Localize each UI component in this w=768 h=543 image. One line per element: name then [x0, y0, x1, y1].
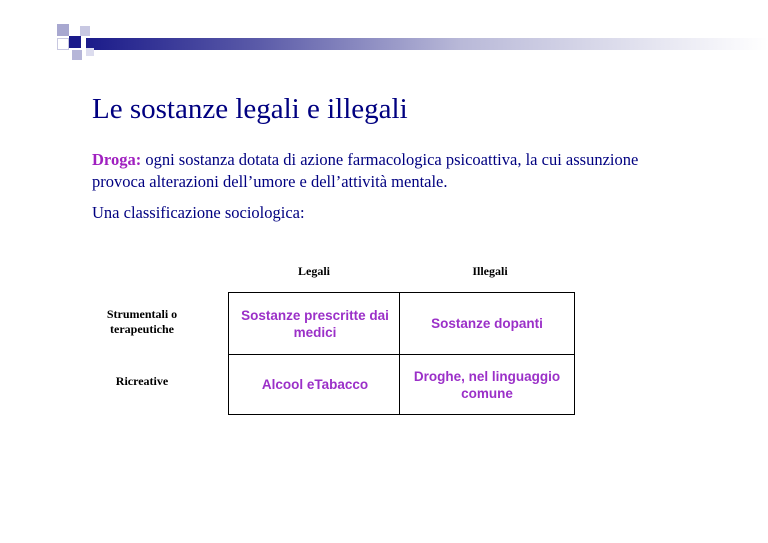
deco-square-6 [86, 48, 94, 56]
cell-illegali-strumentali: Sostanze dopanti [431, 316, 543, 331]
definition-text: ogni sostanza dotata di azione farmacologica psicoattiva, la cui assunzione provoca alterazioni dell’umore e dell’attività mentale. [92, 150, 639, 191]
deco-square-5 [72, 50, 82, 60]
definition-term: Droga: [92, 150, 142, 169]
classification-table [228, 292, 575, 415]
column-header-legali: Legali [298, 264, 330, 278]
cell-illegali-ricreative: Droghe, nel linguaggio comune [413, 368, 561, 401]
slide-title: Le sostanze legali e illegali [92, 93, 408, 125]
cell-legali-strumentali: Sostanze prescritte dai medici [241, 307, 389, 340]
classification-subtitle: Una classificazione sociologica: [92, 203, 305, 222]
deco-square-1 [57, 24, 69, 36]
deco-square-4 [80, 26, 90, 36]
row-header-strumentali: Strumentali o terapeutiche [106, 307, 178, 336]
deco-square-2 [69, 36, 81, 48]
column-header-illegali: Illegali [472, 264, 508, 278]
definition-paragraph [92, 149, 692, 193]
cell-legali-ricreative: Alcool eTabacco [261, 377, 369, 392]
header-gradient-band [86, 38, 768, 50]
row-header-ricreative: Ricreative [115, 374, 169, 388]
deco-square-3 [57, 38, 69, 50]
